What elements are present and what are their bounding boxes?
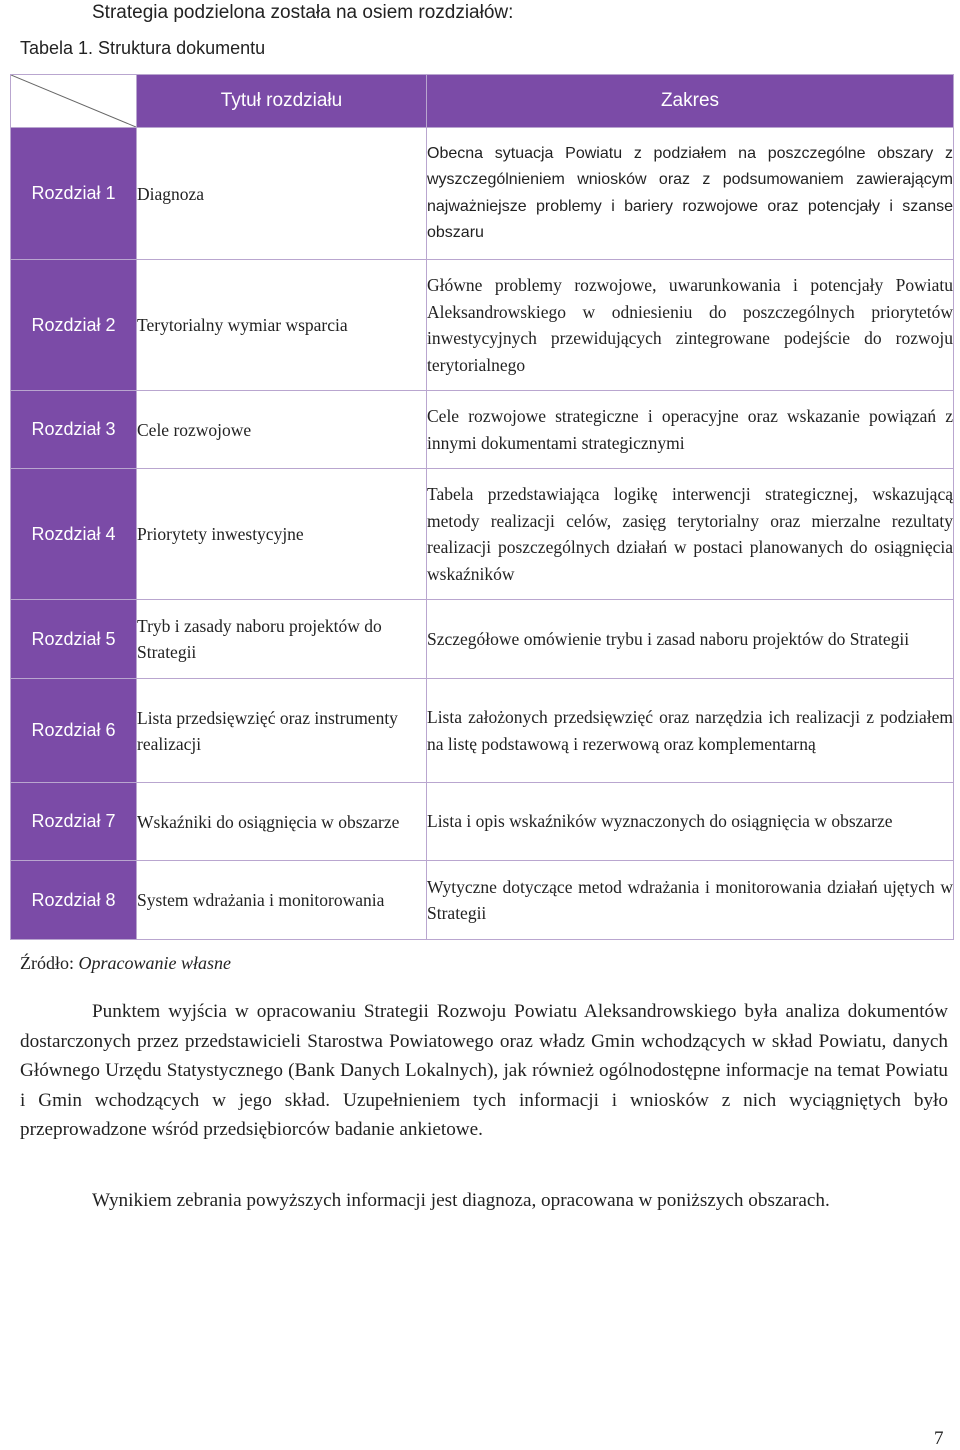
chapter-title: Priorytety inwestycyjne xyxy=(137,469,427,600)
chapter-label: Rozdział 3 xyxy=(11,391,137,469)
chapter-scope: Wytyczne dotyczące metod wdrażania i monitorowania działań ujętych w Strategii xyxy=(427,861,954,940)
chapter-label: Rozdział 1 xyxy=(11,128,137,260)
table-caption: Tabela 1. Struktura dokumentu xyxy=(20,38,266,58)
chapter-scope: Obecna sytuacja Powiatu z podziałem na poszczególne obszary z wyszczególnieniem wniosków oraz z podsumowaniem zawierającym najważniejsze problemy i bariery rozwojowe oraz potencjały i szanse obszaru xyxy=(427,128,954,260)
header-corner-cell xyxy=(11,75,137,128)
structure-table xyxy=(10,74,954,940)
chapter-scope: Szczegółowe omówienie trybu i zasad naboru projektów do Strategii xyxy=(427,600,954,679)
source-value: Opracowanie własne xyxy=(78,953,231,973)
diagonal-line xyxy=(11,75,136,127)
chapter-scope: Główne problemy rozwojowe, uwarunkowania i potencjały Powiatu Aleksandrowskiego w odniesieniu do poszczególnych priorytetów inwestycyjnych przewidujących zintegrowane podejście do rozwoju terytorialnego xyxy=(427,260,954,391)
source-label: Źródło: xyxy=(20,953,74,973)
chapter-title: Terytorialny wymiar wsparcia xyxy=(137,260,427,391)
chapter-title: Wskaźniki do osiągnięcia w obszarze xyxy=(137,783,427,861)
chapter-scope: Cele rozwojowe strategiczne i operacyjne oraz wskazanie powiązań z innymi dokumentami strategicznymi xyxy=(427,391,954,469)
table-source xyxy=(20,953,231,974)
table-row xyxy=(11,600,954,679)
page-number: 7 xyxy=(934,1428,944,1449)
chapter-scope: Lista założonych przedsięwzięć oraz narzędzia ich realizacji z podziałem na listę podstawową i rezerwową oraz komplementarną xyxy=(427,679,954,783)
body-paragraph: Punktem wyjścia w opracowaniu Strategii Rozwoju Powiatu Aleksandrowskiego była analiza dokumentów dostarczonych przez przedstawicieli Starostwa Powiatowego oraz władz Gmin wchodzących w skład Powiatu, danych Głównego Urzędu Statystycznego (Bank Danych Lokalnych), jak również ogólnodostępne informacje na temat Powiatu i Gmin wchodzących w jego skład. Uzupełnieniem tych informacji i wniosków z nich wyciągniętych było przeprowadzone wśród przedsiębiorców badanie ankietowe. xyxy=(20,1001,948,1140)
table-row xyxy=(11,783,954,861)
chapter-scope: Tabela przedstawiająca logikę interwencji strategicznej, wskazującą metody realizacji celów, zasięg terytorialny oraz mierzalne rezultaty realizacji poszczególnych działań w postaci planowanych do osiągnięcia wskaźników xyxy=(427,469,954,600)
chapter-label: Rozdział 6 xyxy=(11,679,137,783)
chapter-title: System wdrażania i monitorowania xyxy=(137,861,427,940)
chapter-title: Lista przedsięwzięć oraz instrumenty realizacji xyxy=(137,679,427,783)
table-row xyxy=(11,679,954,783)
chapter-label: Rozdział 4 xyxy=(11,469,137,600)
chapter-label: Rozdział 5 xyxy=(11,600,137,679)
chapter-title: Cele rozwojowe xyxy=(137,391,427,469)
body-paragraph: Wynikiem zebrania powyższych informacji jest diagnoza, opracowana w poniższych obszarach. xyxy=(92,1190,830,1211)
table-header-row xyxy=(11,75,954,128)
header-scope-column: Zakres xyxy=(427,75,954,128)
table-row xyxy=(11,469,954,600)
table-row xyxy=(11,861,954,940)
chapter-scope: Lista i opis wskaźników wyznaczonych do osiągnięcia w obszarze xyxy=(427,783,954,861)
header-title-column: Tytuł rozdziału xyxy=(137,75,427,128)
chapter-title: Diagnoza xyxy=(137,128,427,260)
table-row xyxy=(11,128,954,260)
table-row xyxy=(11,260,954,391)
chapter-label: Rozdział 8 xyxy=(11,861,137,940)
table-row xyxy=(11,391,954,469)
chapter-label: Rozdział 7 xyxy=(11,783,137,861)
chapter-label: Rozdział 2 xyxy=(11,260,137,391)
chapter-title: Tryb i zasady naboru projektów do Strategii xyxy=(137,600,427,679)
intro-line: Strategia podzielona została na osiem rozdziałów: xyxy=(92,2,514,23)
